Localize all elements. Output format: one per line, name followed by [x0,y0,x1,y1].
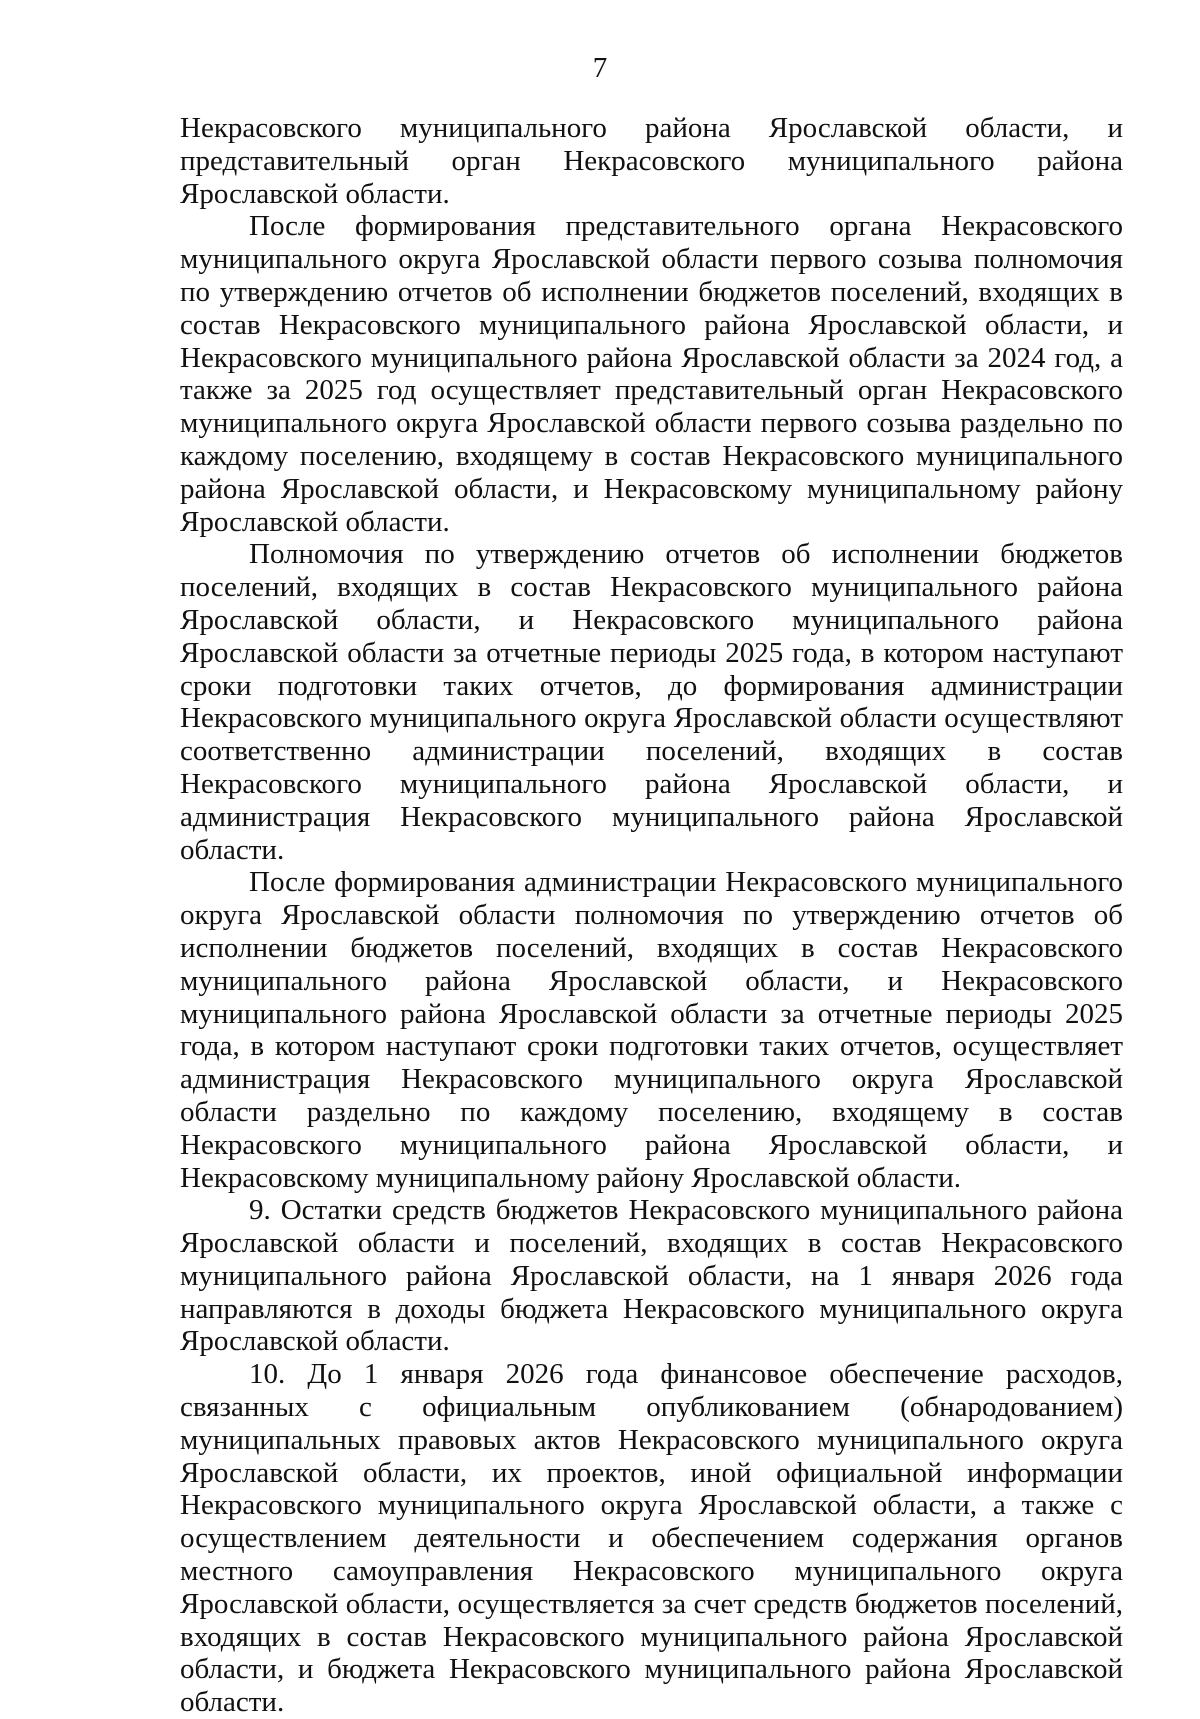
paragraph-item-10-financial-support: 10. До 1 января 2026 года финансовое обеспечение расходов, связанных с официальным опубликованием (обнародованием) муниципальных правовых актов Некрасовского муниципального округа Ярославской области, их проектов, иной официальной информации Некрасовского муниципального округа Ярославской области, а также с осуществлением деятельности и обеспечением содержания органов местного самоуправления Некрасовского муниципального округа Ярославской области, осуществляется за счет средств бюджетов поселений, входящих в состав Некрасовского муниципального района Ярославской области, и бюджета Некрасовского муниципального района Ярославской области. [180,1358,1123,1719]
paragraph-reporting-powers-after-administration: После формирования администрации Некрасовского муниципального округа Ярославской области полномочия по утверждению отчетов об исполнении бюджетов поселений, входящих в состав Некрасовского муниципального района Ярославской области, и Некрасовского муниципального района Ярославской области за отчетные периоды 2025 года, в котором наступают сроки подготовки таких отчетов, осуществляет администрация Некрасовского муниципального округа Ярославской области раздельно по каждому поселению, входящему в состав Некрасовского муниципального района Ярославской области, и Некрасовскому муниципальному району Ярославской области. [180,866,1123,1194]
paragraph-representative-body-reports: После формирования представительного органа Некрасовского муниципального округа Ярославской области первого созыва полномочия по утверждению отчетов об исполнении бюджетов поселений, входящих в состав Некрасовского муниципального района Ярославской области, и Некрасовского муниципального района Ярославской области за 2024 год, а также за 2025 год осуществляет представительный орган Некрасовского муниципального округа Ярославской области первого созыва раздельно по каждому поселению, входящему в состав Некрасовского муниципального района Ярославской области, и Некрасовскому муниципальному району Ярославской области. [180,210,1123,538]
page-number: 7 [592,52,608,84]
paragraph-reporting-powers-before-administration: Полномочия по утверждению отчетов об исполнении бюджетов поселений, входящих в состав Некрасовского муниципального района Ярославской области, и Некрасовского муниципального района Ярославской области за отчетные периоды 2025 года, в котором наступают сроки подготовки таких отчетов, до формирования администрации Некрасовского муниципального округа Ярославской области осуществляют соответственно администрации поселений, входящих в состав Некрасовского муниципального района Ярославской области, и администрация Некрасовского муниципального района Ярославской области. [180,538,1123,866]
paragraph-item-9-budget-balances: 9. Остатки средств бюджетов Некрасовского муниципального района Ярославской области и поселений, входящих в состав Некрасовского муниципального района Ярославской области, на 1 января 2026 года направляются в доходы бюджета Некрасовского муниципального округа Ярославской области. [180,1194,1123,1358]
document-body [180,112,1123,1719]
paragraph-continuation: Некрасовского муниципального района Ярославской области, и представительный орган Некрасовского муниципального района Ярославской области. [180,112,1123,210]
